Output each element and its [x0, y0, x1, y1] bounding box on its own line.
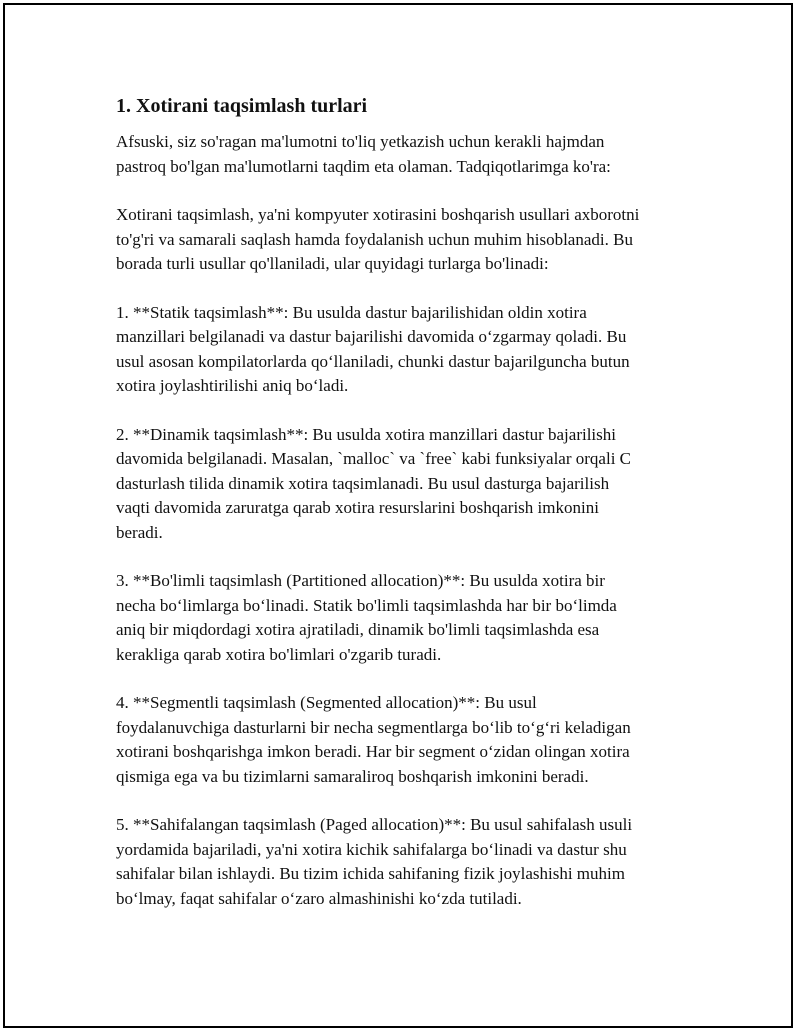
paged-allocation-paragraph: 5. **Sahifalangan taqsimlash (Paged allocation)**: Bu usul sahifalash usuli yordamida bajariladi, ya'ni xotira kichik sahifalarga bo‘linadi va dastur shu sahifalar bilan ishlaydi. Bu tizim ichida sahifaning fizik joylashishi muhim bo‘lmay, faqat sahifalar o‘zaro almashinishi ko‘zda tutiladi. [116, 815, 633, 908]
segmented-allocation-paragraph: 4. **Segmentli taqsimlash (Segmented allocation)**: Bu usul foydalanuvchiga dasturlarni bir necha segmentlarga bo‘lib to‘g‘ri keladigan xotirani boshqarishga imkon beradi. Har bir segment o‘zidan olingan xotira qismiga ega va bu tizimlarni samaraliroq boshqarish imkonini beradi. [116, 693, 631, 786]
static-allocation-paragraph: 1. **Statik taqsimlash**: Bu usulda dastur bajarilishidan oldin xotira manzillari belgilanadi va dastur bajarilishi davomida o‘zgarmay qoladi. Bu usul asosan kompilatorlarda qo‘llaniladi, chunki dastur bajarilguncha butun xotira joylashtirilishi aniq bo‘ladi. [116, 302, 630, 395]
partitioned-allocation-paragraph: 3. **Bo'limli taqsimlash (Partitioned allocation)**: Bu usulda xotira bir necha bo‘limlarga bo‘linadi. Statik bo'limli taqsimlashda har bir bo‘limda aniq bir miqdordagi xotira ajratiladi, dinamik bo'limli taqsimlashda esa kerakliga qarab xotira bo'limlari o'zgarib turadi. [116, 571, 617, 664]
intro-paragraph: Afsuski, siz so'ragan ma'lumotni to'liq yetkazish uchun kerakli hajmdan pastroq bo'lgan ma'lumotlarni taqdim eta olaman. Tadqiqotlarimga ko'ra: [116, 132, 611, 176]
dynamic-allocation-paragraph: 2. **Dinamik taqsimlash**: Bu usulda xotira manzillari dastur bajarilishi davomida belgilanadi. Masalan, `malloc` va `free` kabi funksiyalar orqali C dasturlash tilida dinamik xotira taqsimlanadi. Bu usul dasturga bajarilish vaqti davomida zaruratga qarab xotira resurslarini boshqarish imkonini beradi. [116, 424, 632, 542]
document-body [116, 92, 706, 935]
overview-paragraph: Xotirani taqsimlash, ya'ni kompyuter xotirasini boshqarish usullari axborotni to'g'ri va samarali saqlash hamda foydalanish uchun muhim hisoblanadi. Bu borada turli usullar qo'llaniladi, ular quyidagi turlarga bo'linadi: [116, 205, 640, 273]
page-title: 1. Xotirani taqsimlash turlari [116, 95, 368, 117]
